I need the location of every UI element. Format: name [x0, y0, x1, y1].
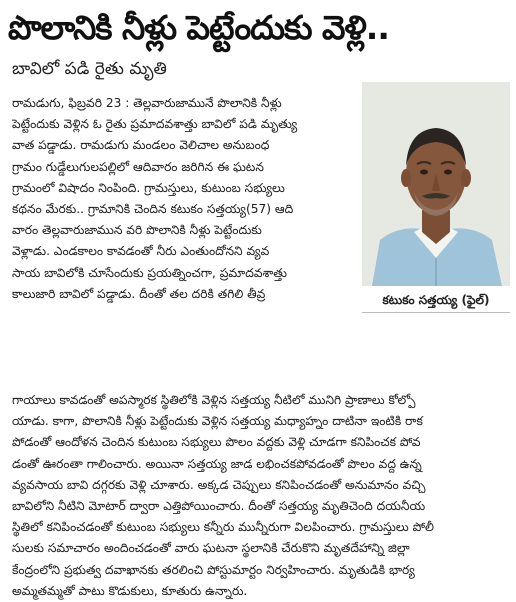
text-line: అమ్మతమ్మతో పాటు కొడుకులు, కూతురు ఉన్నారు.: [12, 583, 248, 598]
photo-caption: కటుకం సత్తయ్య (ఫైల్): [382, 293, 490, 307]
text-line: కాలుజారి బావిలో పడ్డాడు. దీంతో తల దరికి తగిలి తీవ్ర: [12, 286, 266, 301]
text-line: పోడంతో ఆందోళన చెందిన కుటుంబ సభ్యులు పొలం వద్దకు వెళ్లి చూడగా కనిపించక పోవ: [12, 435, 421, 450]
text-line: వారం తెల్లవారుజామున వరి పొలానికి నీళ్లు పెట్టేందుకు: [12, 223, 262, 238]
text-line: డంతో ఊరంతా గాలించారు. అయినా సత్తయ్య జాడ లభించకపోవడంతో పొలం వద్ద ఉన్న: [12, 456, 422, 471]
caption-divider: [362, 312, 510, 313]
text-line: పెట్టేందుకు వెళ్లిన ఓ రైతు ప్రమాదవశాత్తు బావిలో పడి మృత్యు: [12, 117, 298, 132]
text-line: వ్యవసాయ బావి దగ్గరకు వెళ్లి చూశారు. అక్కడ చెప్పులు కనిపించడంతో అనుమానం వచ్చి: [12, 477, 426, 492]
text-line: సులకు సమాచారం అందించడంతో వారు ఘటనా స్థలానికి చేరుకొని మృతదేహాన్ని జిల్లా: [12, 541, 410, 556]
text-line: సాయ బావిలోకి చూసేందుకు ప్రయత్నించగా, ప్రమాదవశాత్తు: [12, 265, 287, 280]
text-line: యాడు. కాగా, పొలానికి నీళ్లు పెట్టేందుకు వెళ్లిన సత్తయ్య మధ్యాహ్నం దాటినా ఇంటికి రాక: [12, 414, 423, 429]
text-line: గ్రామం గుడ్డేలుగులపల్లిలో ఆదివారం జరిగిన ఈ ఘటన: [12, 159, 264, 174]
text-line: వెళ్లాడు. ఎండకాలం కావడంతో నీరు ఎంతుందోనని వ్యవ: [12, 244, 270, 259]
text-line: కేంద్రంలోని ప్రభుత్వ దవాఖానకు తరలించి పోస్టుమార్టం నిర్వహించారు. మృతుడికి భార్య: [12, 562, 415, 577]
text-line: గాయాలు కావడంతో అపస్మారక స్థితిలోకి వెళ్లిన సత్తయ్య నీటిలో మునిగి ప్రాణాలు కోల్పో: [12, 393, 416, 407]
subheadline: బావిలో పడి రైతు మృతి: [12, 59, 167, 79]
text-line: స్థితిలో కనిపించడంతో కుటుంబ సభ్యులు కన్నీరు మున్నీరుగా విలపించారు. గ్రామస్తులు పోలీ: [12, 520, 434, 535]
article-column-text: [12, 93, 356, 305]
text-line: గ్రామంలో విషాదం నింపింది. గ్రామస్తులు, కుటుంబ సభ్యులు: [12, 180, 285, 195]
text-line: కథనం మేరకు.. గ్రామానికి చెందిన కటుకం సత్తయ్య(57) ఆది: [12, 202, 294, 217]
text-line: రామడుగు, ఫిబ్రవరి 23 : తెల్లవారుజామునే పొలానికి నీళ్లు: [12, 96, 282, 110]
portrait-illustration: [362, 82, 510, 286]
text-line: బావిలోని నీటిని మోటార్ ద్వారా ఎత్తిపోయించారు. దీంతో సత్తయ్య మృతిచెంది దయనీయ: [12, 499, 426, 514]
text-line: వాత పడ్డాడు. రామడుగు మండలం వెలిచాల అనుబంధ: [12, 138, 270, 153]
farmer-photo: [362, 82, 510, 286]
headline: పొలానికి నీళ్లు పెట్టేందుకు వెళ్లి..: [8, 8, 389, 47]
article-full-width-text: [12, 390, 508, 602]
